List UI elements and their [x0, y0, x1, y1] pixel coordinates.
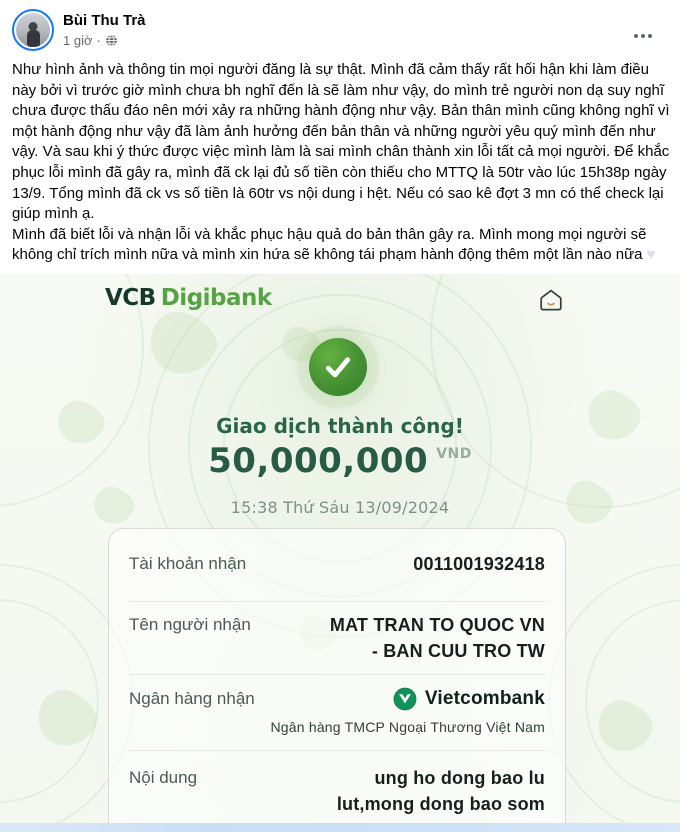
row-content-value — [337, 765, 545, 832]
post-paragraph-2-text: Mình đã biết lỗi và nhận lỗi và khắc phục hậu quả do bản thân gây ra. Mình mong mọi người sẽ không chỉ trích mình nữa và mình xin hứa sẽ không tái phạm hành động thêm một lần nào nữa — [12, 225, 647, 264]
row-content-label: Nội dung — [129, 768, 198, 787]
row-bank-value — [270, 686, 545, 738]
transaction-details-card — [108, 528, 566, 832]
row-recipient-value — [330, 612, 545, 664]
ellipsis-icon — [648, 34, 652, 38]
bottom-blue-strip — [0, 823, 680, 832]
recipient-line-1: MAT TRAN TO QUOC VN — [329, 615, 545, 635]
recipient-line-2: - BAN CUU TRO TW — [371, 641, 545, 661]
row-bank — [129, 675, 545, 750]
post-text — [12, 60, 670, 272]
vcb-logo-text: VCB — [105, 285, 156, 311]
post-header — [0, 0, 680, 58]
row-recipient — [129, 602, 545, 674]
post-paragraph-2 — [12, 225, 670, 266]
row-account — [129, 529, 545, 601]
content-line-2: lut,mong dong bao som — [336, 794, 545, 814]
globe-icon — [105, 34, 118, 47]
amount-row — [0, 441, 680, 481]
success-title: Giao dịch thành công! — [216, 414, 464, 438]
avatar[interactable] — [12, 9, 54, 51]
post-menu-button[interactable] — [630, 28, 656, 44]
author-name[interactable]: Bùi Thu Trà — [63, 12, 146, 29]
post-image-vcb-receipt[interactable] — [0, 274, 680, 832]
post-meta — [63, 33, 118, 48]
bank-name: Vietcombank — [424, 688, 545, 709]
post-paragraph-1: Như hình ảnh và thông tin mọi người đăng là sự thật. Mình đã cảm thấy rất hối hận khi làm điều này bởi vì trước giờ mình chưa bh nghĩ đến là sẽ làm như vậy, do mình trẻ người non dạ suy nghĩ chưa được thấu đáo nên mới xảy ra những hành động như vậy. Bản thân mình cũng không nghĩ vì một hành động như vậy đã làm ảnh hưởng đến bản thân và những người yêu quý mình đến như vậy. Và sau khi ý thức được việc mình làm là sai mình chân thành xin lỗi tất cả mọi người. Để khắc phục lỗi mình đã gây ra, mình đã ck lại đủ số tiền còn thiếu cho MTTQ là 50tr vào lúc 15h38p ngày 13/9. Tổng mình đã ck vs số tiền là 60tr vs nội dung i hệt. Nếu có sao kê đợt 3 mn có thể check lại giúp mình ạ. — [12, 61, 670, 223]
digibank-logo-text: Digibank — [160, 285, 272, 311]
amount-value: 50,000,000 — [208, 441, 429, 481]
white-heart-icon: ♥ — [646, 246, 656, 264]
row-recipient-label: Tên người nhận — [129, 615, 251, 634]
vietcombank-logo-icon — [393, 687, 417, 711]
content-line-1: ung ho dong bao lu — [374, 768, 545, 788]
ellipsis-icon — [641, 34, 645, 38]
row-account-label: Tài khoản nhận — [129, 554, 247, 573]
row-content — [129, 751, 545, 832]
success-check-icon — [309, 338, 367, 396]
home-icon — [537, 287, 565, 315]
bank-full-name: Ngân hàng TMCP Ngoại Thương Việt Nam — [270, 719, 545, 735]
ellipsis-icon — [634, 34, 638, 38]
bank-line — [270, 686, 545, 712]
amount-currency: VND — [436, 446, 472, 462]
avatar-photo — [16, 13, 50, 47]
person-silhouette — [29, 22, 38, 31]
row-bank-label: Ngân hàng nhận — [129, 689, 255, 708]
row-account-value: 0011001932418 — [413, 554, 545, 574]
post-time: 1 giờ — [63, 33, 93, 48]
meta-separator: · — [96, 33, 101, 48]
transaction-datetime: 15:38 Thứ Sáu 13/09/2024 — [230, 498, 450, 517]
vcb-digibank-logo — [105, 285, 272, 311]
